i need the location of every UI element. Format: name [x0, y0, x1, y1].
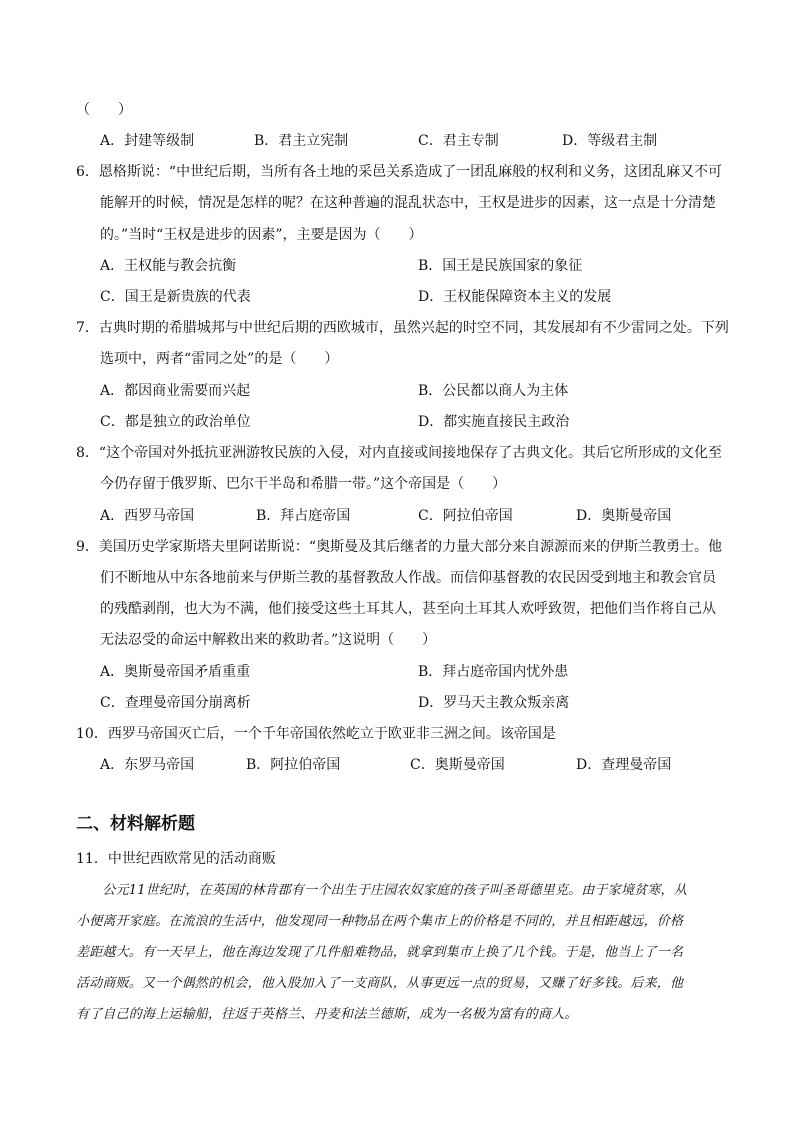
q8-stem-line-1: 8．“这个帝国对外抵抗亚洲游牧民族的入侵，对内直接或间接地保存了古典文化。其后它所形成的文化至 [76, 445, 723, 461]
q5-option-a: A．封建等级制 [100, 133, 195, 149]
q5-stem-tail: （ ） [76, 102, 132, 118]
q8-option-a: A．西罗马帝国 [100, 508, 195, 524]
q6-stem-line-3: 的。”当时“王权是进步的因素”，主要是因为（ ） [100, 227, 423, 243]
q9-option-d: D．罗马天主教众叛亲离 [418, 695, 570, 711]
q6-option-b: B．国王是民族国家的象征 [418, 258, 583, 274]
q11-passage-line-5: 有了自己的海上运输船，往返于英格兰、丹麦和法兰德斯，成为一名极为富有的商人。 [76, 1007, 578, 1022]
q6-option-c: C．国王是新贵族的代表 [100, 289, 251, 305]
q7-option-c: C．都是独立的政治单位 [100, 414, 251, 430]
q5-option-d: D．等级君主制 [562, 133, 658, 149]
q7-stem-line-1: 7．古典时期的希腊城邦与中世纪后期的西欧城市，虽然兴起的时空不同，其发展却有不少雷同之处。下列 [76, 320, 729, 336]
q11-passage-line-4: 活动商贩。又一个偶然的机会，他入股加入了一支商队，从事更远一点的贸易，又赚了好多钱。后来，他 [76, 976, 684, 991]
q11-title: 11．中世纪西欧常见的活动商贩 [76, 851, 276, 867]
q7-option-d: D．都实施直接民主政治 [418, 414, 570, 430]
q7-option-b: B．公民都以商人为主体 [418, 383, 569, 399]
q7-option-a: A．都因商业需要而兴起 [100, 383, 251, 399]
q8-stem-line-2: 今仍存留于俄罗斯、巴尔干半岛和希腊一带。”这个帝国是（ ） [100, 476, 507, 492]
q9-option-a: A．奥斯曼帝国矛盾重重 [100, 664, 251, 680]
q6-stem-line-2: 能解开的时候，情况是怎样的呢？在这种普遍的混乱状态中，王权是进步的因素，这一点是十分清楚 [100, 195, 716, 211]
q9-stem-line-3: 的残酷剥削，也大为不满，他们接受这些土耳其人，甚至向土耳其人欢呼致贺，把他们当作将自己从 [100, 601, 716, 617]
q6-option-d: D．王权能保障资本主义的发展 [418, 289, 612, 305]
q11-passage-line-1: 公元11世纪时，在英国的林肯郡有一个出生于庄园农奴家庭的孩子叫圣哥德里克。由于家境贫寒，从 [76, 883, 687, 898]
q10-option-a: A．东罗马帝国 [100, 757, 195, 773]
q11-passage-line-2: 小便离开家庭。在流浪的生活中，他发现同一种物品在两个集市上的价格是不同的，并且相距越远，价格 [76, 914, 684, 929]
q9-stem-line-4: 无法忍受的命运中解救出来的救助者。”这说明（ ） [100, 632, 437, 648]
q5-option-b: B．君主立宪制 [254, 133, 349, 149]
q9-stem-line-2: 们不断地从中东各地前来与伊斯兰教的基督教敌人作战。而信仰基督教的农民因受到地主和教会官员 [100, 570, 716, 586]
q5-option-c: C．君主专制 [418, 133, 499, 149]
q7-stem-line-2: 选项中，两者“雷同之处”的是（ ） [100, 351, 339, 367]
q10-option-c: C．奥斯曼帝国 [410, 757, 505, 773]
q11-passage-line-3: 差距越大。有一天早上，他在海边发现了几件船难物品，就拿到集市上换了几个钱。于是，他当上了一名 [76, 945, 684, 960]
q10-stem-line-1: 10．西罗马帝国灭亡后，一个千年帝国依然屹立于欧亚非三洲之间。该帝国是 [76, 726, 556, 742]
q8-option-c: C．阿拉伯帝国 [418, 508, 513, 524]
q10-option-d: D．查理曼帝国 [576, 757, 672, 773]
section-heading: 二、材料解析题 [76, 814, 195, 834]
q8-option-b: B．拜占庭帝国 [256, 508, 351, 524]
q9-option-b: B．拜占庭帝国内忧外患 [418, 664, 569, 680]
q8-option-d: D．奥斯曼帝国 [576, 508, 672, 524]
q6-option-a: A．王权能与教会抗衡 [100, 258, 237, 274]
q9-stem-line-1: 9．美国历史学家斯塔夫里阿诺斯说：“奥斯曼及其后继者的力量大部分来自源源而来的伊斯兰教勇士。他 [76, 539, 723, 555]
q10-option-b: B．阿拉伯帝国 [246, 757, 341, 773]
q9-option-c: C．查理曼帝国分崩离析 [100, 695, 251, 711]
q6-stem-line-1: 6．恩格斯说：“中世纪后期，当所有各土地的采邑关系造成了一团乱麻般的权利和义务，这团乱麻又不可 [76, 164, 723, 180]
